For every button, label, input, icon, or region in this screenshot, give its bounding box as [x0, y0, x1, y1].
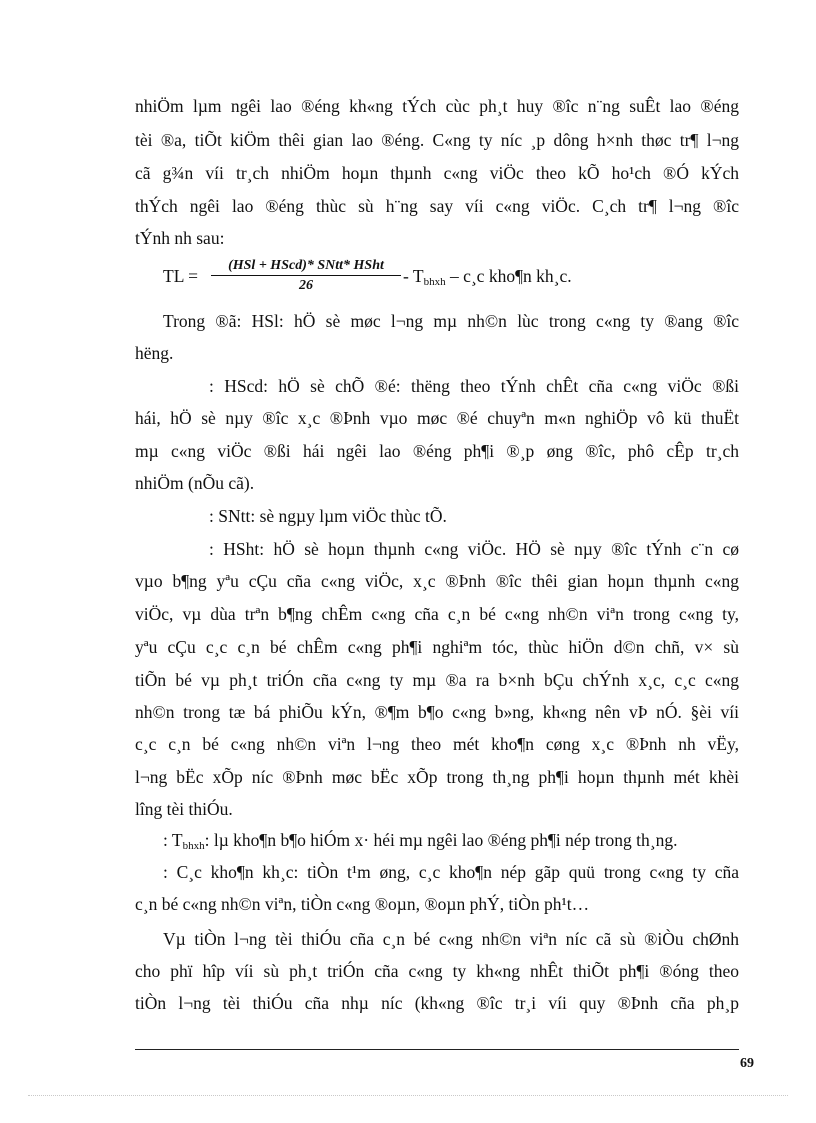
formula-minus: - T	[403, 266, 424, 286]
tbhxh-prefix: : T	[163, 830, 183, 850]
footer-rule	[135, 1049, 739, 1050]
body-line: hëng.	[135, 343, 174, 363]
body-line: l¬ng bËc xÕp níc ®Þnh møc bËc xÕp trong th¸ng ph¶i hoµn thµnh mét khèi	[135, 767, 739, 787]
body-line: Vµ tiÒn l¬ng tèi thiÓu cña c¸n bé c«ng nh©n viªn níc cã sù ®iÒu chØnh	[163, 929, 739, 949]
body-line: thÝch ngêi lao ®éng thùc sù h¨ng say víi c«ng viÖc. C¸ch tr¶ l¬ng ®îc	[135, 196, 739, 216]
body-line: c¸n bé c«ng nh©n viªn, tiÒn c«ng ®oµn, ®oµn phÝ, tiÒn ph¹t…	[135, 894, 590, 914]
body-line: yªu cÇu c¸c c¸n bé chÊm c«ng ph¶i nghiªm tóc, thùc hiÖn d©n chñ, v× sù	[135, 637, 739, 657]
tbhxh-text: : lµ kho¶n b¶o hiÓm x· héi mµ ngêi lao ®éng ph¶i nép trong th¸ng.	[204, 830, 678, 850]
body-line: : SNtt: sè ngµy lµm viÖc thùc tÕ.	[209, 506, 447, 526]
body-line: : HSht: hÖ sè hoµn thµnh c«ng viÖc. HÖ sè nµy ®îc tÝnh c¨n cø	[209, 539, 739, 559]
body-line: nhiÖm (nÕu cã).	[135, 473, 255, 493]
body-line: nhiÖm lµm ngêi lao ®éng kh«ng tÝch cùc ph¸t huy ®îc n¨ng suÊt lao ®éng	[135, 96, 739, 116]
body-line: tÝnh nh sau:	[135, 228, 225, 248]
page-number: 69	[740, 1056, 754, 1071]
body-line: cã g¾n víi tr¸ch nhiÖm hoµn thµnh c«ng viÖc theo kÕ ho¹ch ®Ó kÝch	[135, 163, 739, 183]
body-line: nh©n trong tæ bá phiÕu kÝn, ®¶m b¶o c«ng b»ng, kh«ng nên vÞ nÓ. §èi víi	[135, 702, 739, 722]
body-line: Trong ®ã: HSl: hÖ sè møc l¬ng mµ nh©n lùc trong c«ng ty ®ang ®îc	[163, 311, 739, 331]
formula-denominator: 26	[299, 278, 313, 293]
body-line: lîng tèi thiÓu.	[135, 799, 233, 819]
formula-numerator: (HSl + HScd)* SNtt* HSht	[211, 258, 401, 276]
body-line: : HScd: hÖ sè chÕ ®é: thëng theo tÝnh chÊt cña c«ng viÖc ®ßi	[209, 376, 739, 396]
body-line: hái, hÖ sè nµy ®îc x¸c ®Þnh vµo møc ®é chuyªn m«n nghiÖp vô kü thuËt	[135, 408, 739, 428]
body-line: : C¸c kho¶n kh¸c: tiÒn t¹m øng, c¸c kho¶n nép gãp quü trong c«ng ty cña	[163, 862, 739, 882]
body-line: tiÒn l¬ng tèi thiÓu cña nhµ níc (kh«ng ®îc tr¸i víi quy ®Þnh cña ph¸p	[135, 993, 739, 1013]
page-bottom-separator	[28, 1095, 788, 1096]
formula-subscript: bhxh	[423, 276, 446, 288]
formula-lhs: TL =	[163, 266, 198, 286]
tbhxh-subscript: bhxh	[182, 840, 205, 852]
body-line: tèi ®a, tiÕt kiÖm thêi gian lao ®éng. C«ng ty níc ¸p dông h×nh thøc tr¶ l¬ng	[135, 130, 739, 150]
body-line: mµ c«ng viÖc ®ßi hái ngêi lao ®éng ph¶i ®¸p øng ®îc, phô cÊp tr¸ch	[135, 441, 739, 461]
body-line: vµo b¶ng yªu cÇu cña c«ng viÖc, x¸c ®Þnh ®îc thêi gian hoµn thµnh c«ng	[135, 571, 739, 591]
body-line: tiÕn bé vµ ph¸t triÓn cña c«ng ty mµ ®a ra b×nh bÇu chÝnh x¸c, c¸c c«ng	[135, 670, 739, 690]
formula-rhs	[403, 266, 572, 288]
formula-tail: – c¸c kho¶n kh¸c.	[445, 266, 572, 286]
tbhxh-line	[163, 829, 739, 857]
formula-fraction	[211, 258, 401, 294]
body-line: cho phï hîp víi sù ph¸t triÓn cña c«ng ty kh«ng nhÊt thiÕt ph¶i ®óng theo	[135, 961, 739, 981]
body-line: c¸c c¸n bé c«ng nh©n viªn l¬ng theo mét kho¶n cøng x¸c ®Þnh nh vËy,	[135, 734, 739, 754]
body-line: viÖc, vµ dùa trªn b¶ng chÊm c«ng cña c¸n bé c«ng nh©n viªn trong c«ng ty,	[135, 604, 739, 624]
